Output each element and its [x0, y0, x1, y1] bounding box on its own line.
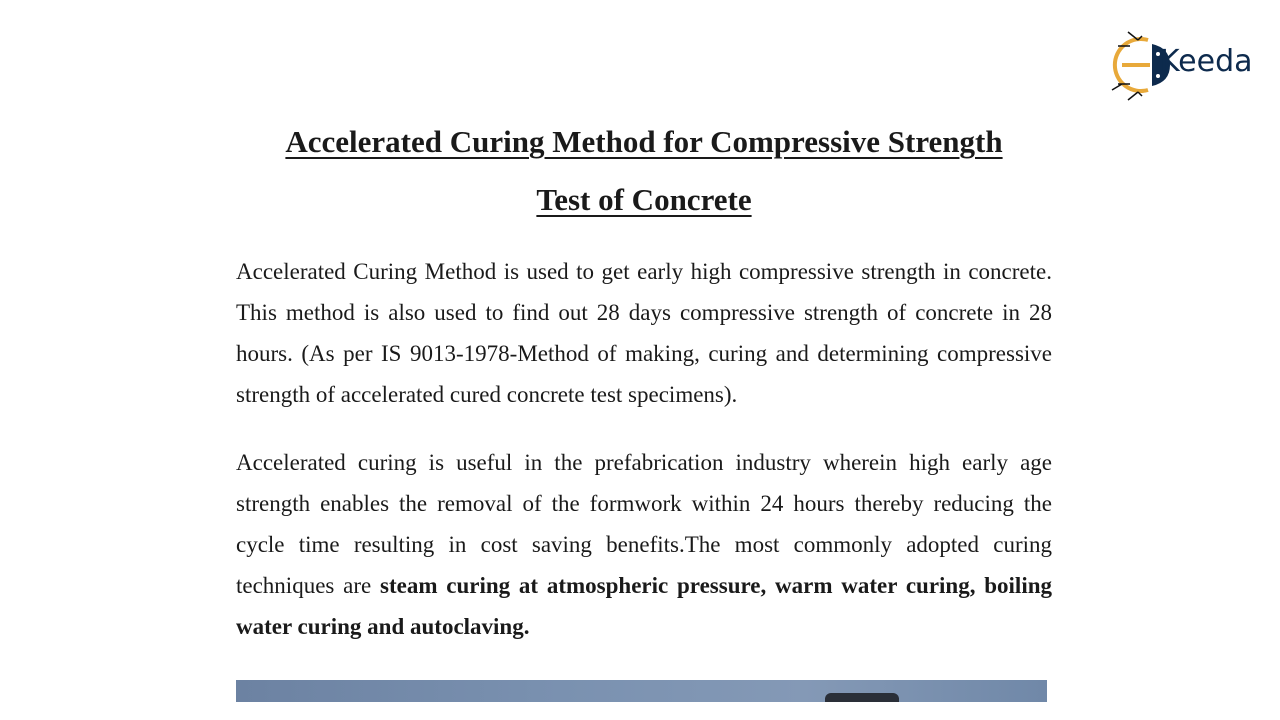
paragraph-techniques: [236, 442, 1052, 647]
logo-text: Keeda: [1160, 44, 1253, 79]
curing-techniques-bold: steam curing at atmospheric pressure, warm water curing, boiling water curing and autoclaving.: [236, 573, 1052, 639]
curing-photo: [236, 680, 1047, 702]
page-title-line-1: Accelerated Curing Method for Compressive Strength: [285, 124, 1003, 159]
page-title-line-2: Test of Concrete: [536, 182, 752, 217]
paragraph-intro: Accelerated Curing Method is used to get early high compressive strength in concrete. This method is also used to find out 28 days compressive strength of concrete in 28 hours. (As per IS 9013-1978-Method of making, curing and determining compressive strength of accelerated cured concrete test specimens).: [236, 259, 1052, 407]
paragraph-techniques-text: Accelerated curing is useful in the prefabrication industry wherein high early age strength enables the removal of the formwork within 24 hours thereby reducing the cycle time resulting in cost saving benefits.The most commonly adopted curing techniques are: [236, 450, 1052, 598]
photo-object: [825, 693, 899, 702]
